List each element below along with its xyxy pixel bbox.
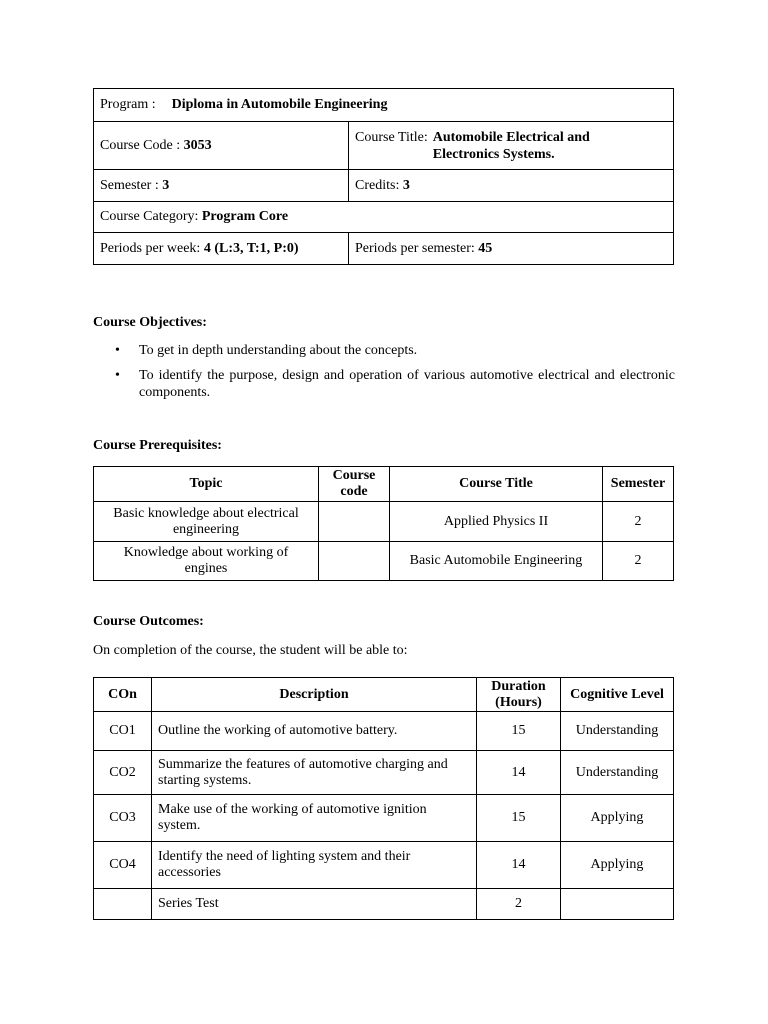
con-cell: CO3 xyxy=(94,795,152,842)
periods-semester-value: 45 xyxy=(478,240,493,256)
table-header-row xyxy=(94,678,674,712)
outcomes-intro: On completion of the course, the student will be able to: xyxy=(93,643,408,658)
periods-week-value: 4 (L:3, T:1, P:0) xyxy=(203,240,299,256)
con-cell: CO2 xyxy=(94,751,152,795)
course-title-cell xyxy=(349,122,674,170)
description-cell: Make use of the working of automotive ignition system. xyxy=(152,795,477,842)
code-cell xyxy=(319,542,390,581)
prerequisites-table xyxy=(93,466,674,581)
course-code-value: 3053 xyxy=(183,137,212,153)
duration-cell: 2 xyxy=(477,889,561,920)
course-code-label: Course Code : xyxy=(100,137,181,153)
con-cell: CO4 xyxy=(94,842,152,889)
duration-cell: 14 xyxy=(477,751,561,795)
duration-cell: 15 xyxy=(477,712,561,751)
course-title-line1: Automobile Electrical and xyxy=(432,129,590,145)
course-title-label: Course Title: xyxy=(355,129,428,145)
program-label: Program : xyxy=(100,97,156,112)
objectives-heading: Course Objectives: xyxy=(93,315,207,330)
credits-value: 3 xyxy=(402,177,410,193)
credits-label: Credits: xyxy=(355,177,400,193)
table-row xyxy=(94,502,674,542)
semester-cell xyxy=(94,170,349,202)
cognitive-level-cell: Applying xyxy=(561,795,674,842)
table-header-row xyxy=(94,467,674,502)
list-item: • To identify the purpose, design and operation of various automotive electrical and electronic components. xyxy=(115,368,675,400)
prerequisites-heading: Course Prerequisites: xyxy=(93,438,222,453)
column-header: Semester xyxy=(603,467,674,502)
con-cell: CO1 xyxy=(94,712,152,751)
bullet-icon: • xyxy=(115,343,120,358)
program-value: Diploma in Automobile Engineering xyxy=(171,97,388,112)
code-cell xyxy=(319,502,390,542)
con-cell xyxy=(94,889,152,920)
title-cell: Applied Physics II xyxy=(390,502,603,542)
duration-cell: 14 xyxy=(477,842,561,889)
semester-label: Semester : xyxy=(100,177,159,193)
outcomes-heading: Course Outcomes: xyxy=(93,614,204,629)
column-header: Duration (Hours) xyxy=(477,678,561,712)
semester-cell: 2 xyxy=(603,502,674,542)
description-cell: Summarize the features of automotive charging and starting systems. xyxy=(152,751,477,795)
column-header: COn xyxy=(94,678,152,712)
semester-cell: 2 xyxy=(603,542,674,581)
category-label: Course Category: xyxy=(100,209,199,224)
topic-cell: Knowledge about working of engines xyxy=(94,542,319,581)
course-code-cell xyxy=(94,122,349,170)
table-row xyxy=(94,712,674,751)
program-cell xyxy=(94,89,674,122)
category-cell xyxy=(94,202,674,233)
column-header: Course code xyxy=(319,467,390,502)
duration-cell: 15 xyxy=(477,795,561,842)
description-cell: Outline the working of automotive battery. xyxy=(152,712,477,751)
cognitive-level-cell xyxy=(561,889,674,920)
cognitive-level-cell: Applying xyxy=(561,842,674,889)
description-cell: Identify the need of lighting system and their accessories xyxy=(152,842,477,889)
objectives-list xyxy=(93,342,675,409)
cognitive-level-cell: Understanding xyxy=(561,751,674,795)
column-header: Cognitive Level xyxy=(561,678,674,712)
periods-week-label: Periods per week: xyxy=(100,240,201,256)
column-header: Description xyxy=(152,678,477,712)
title-cell: Basic Automobile Engineering xyxy=(390,542,603,581)
category-value: Program Core xyxy=(201,209,289,224)
periods-semester-cell xyxy=(349,233,674,265)
periods-semester-label: Periods per semester: xyxy=(355,240,475,256)
description-cell: Series Test xyxy=(152,889,477,920)
table-row xyxy=(94,751,674,795)
periods-week-cell xyxy=(94,233,349,265)
table-row xyxy=(94,842,674,889)
semester-value: 3 xyxy=(162,177,170,193)
topic-cell: Basic knowledge about electrical engineering xyxy=(94,502,319,542)
bullet-icon: • xyxy=(115,368,120,383)
list-item: • To get in depth understanding about the concepts. xyxy=(115,343,418,358)
table-row xyxy=(94,889,674,920)
column-header: Course Title xyxy=(390,467,603,502)
course-title-line2: Electronics Systems. xyxy=(432,146,555,162)
outcomes-table xyxy=(93,677,674,920)
credits-cell xyxy=(349,170,674,202)
column-header: Topic xyxy=(94,467,319,502)
course-info-table xyxy=(93,88,674,265)
table-row xyxy=(94,795,674,842)
table-row xyxy=(94,542,674,581)
cognitive-level-cell: Understanding xyxy=(561,712,674,751)
